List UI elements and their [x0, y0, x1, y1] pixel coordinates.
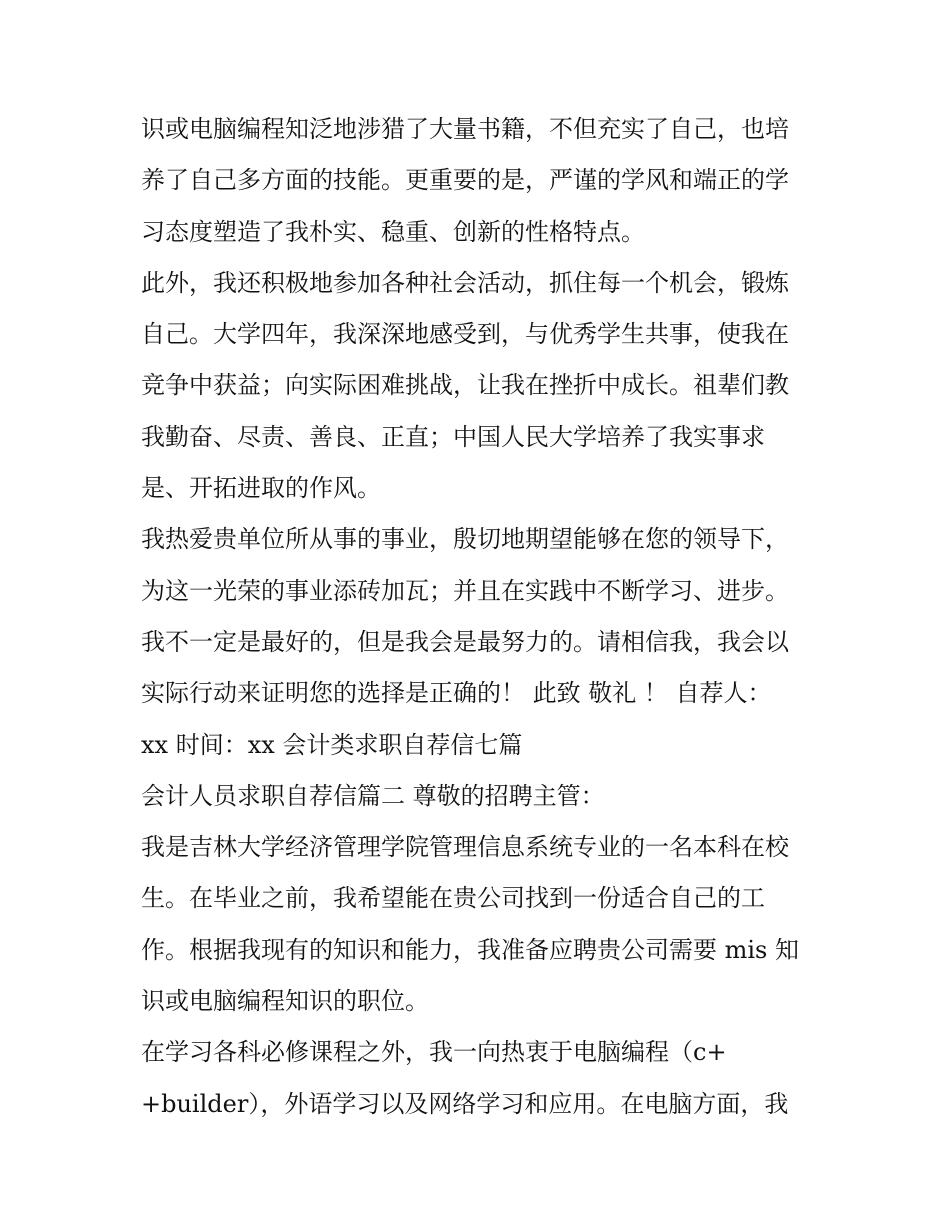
- text-line: 是、开拓进取的作风。: [141, 474, 381, 503]
- text-line: xx 时间：xx 会计类求职自荐信七篇: [141, 730, 523, 759]
- document-body: [141, 104, 831, 1130]
- text-line: 识或电脑编程知识的职位。: [141, 987, 429, 1016]
- text-line: 我不一定是最好的，但是我会是最努力的。请相信我，我会以: [141, 627, 789, 656]
- text-line: 养了自己多方面的技能。更重要的是，严谨的学风和端正的学: [141, 166, 789, 195]
- text-line: 为这一光荣的事业添砖加瓦；并且在实践中不断学习、进步。: [141, 576, 789, 605]
- text-line: 我勤奋、尽责、善良、正直；中国人民大学培养了我实事求: [141, 422, 765, 451]
- text-line: 生。在毕业之前，我希望能在贵公司找到一份适合自己的工: [141, 884, 765, 913]
- text-line: 识或电脑编程知泛地涉猎了大量书籍，不但充实了自己，也培: [141, 115, 789, 143]
- text-line: 我是吉林大学经济管理学院管理信息系统专业的一名本科在校: [141, 833, 789, 862]
- text-line: 此外，我还积极地参加各种社会活动，抓住每一个机会，锻炼: [141, 268, 789, 297]
- text-line: 作。根据我现有的知识和能力，我准备应聘贵公司需要 mis 知: [141, 935, 800, 964]
- text-line: 习态度塑造了我朴实、稳重、创新的性格特点。: [141, 217, 645, 246]
- text-line: 我热爱贵单位所从事的事业，殷切地期望能够在您的领导下，: [141, 525, 789, 554]
- text-line: +builder），外语学习以及网络学习和应用。在电脑方面，我: [141, 1089, 789, 1118]
- text-line: 竞争中获益；向实际困难挑战，让我在挫折中成长。祖辈们教: [141, 371, 789, 400]
- text-line: 自己。大学四年，我深深地感受到，与优秀学生共事，使我在: [141, 320, 789, 349]
- text-line: 在学习各科必修课程之外，我一向热衷于电脑编程（c+: [141, 1038, 727, 1067]
- text-line: 实际行动来证明您的选择是正确的！ 此致 敬礼 ！ 自荐人：: [141, 679, 772, 708]
- text-line: 会计人员求职自荐信篇二 尊敬的招聘主管：: [141, 781, 605, 810]
